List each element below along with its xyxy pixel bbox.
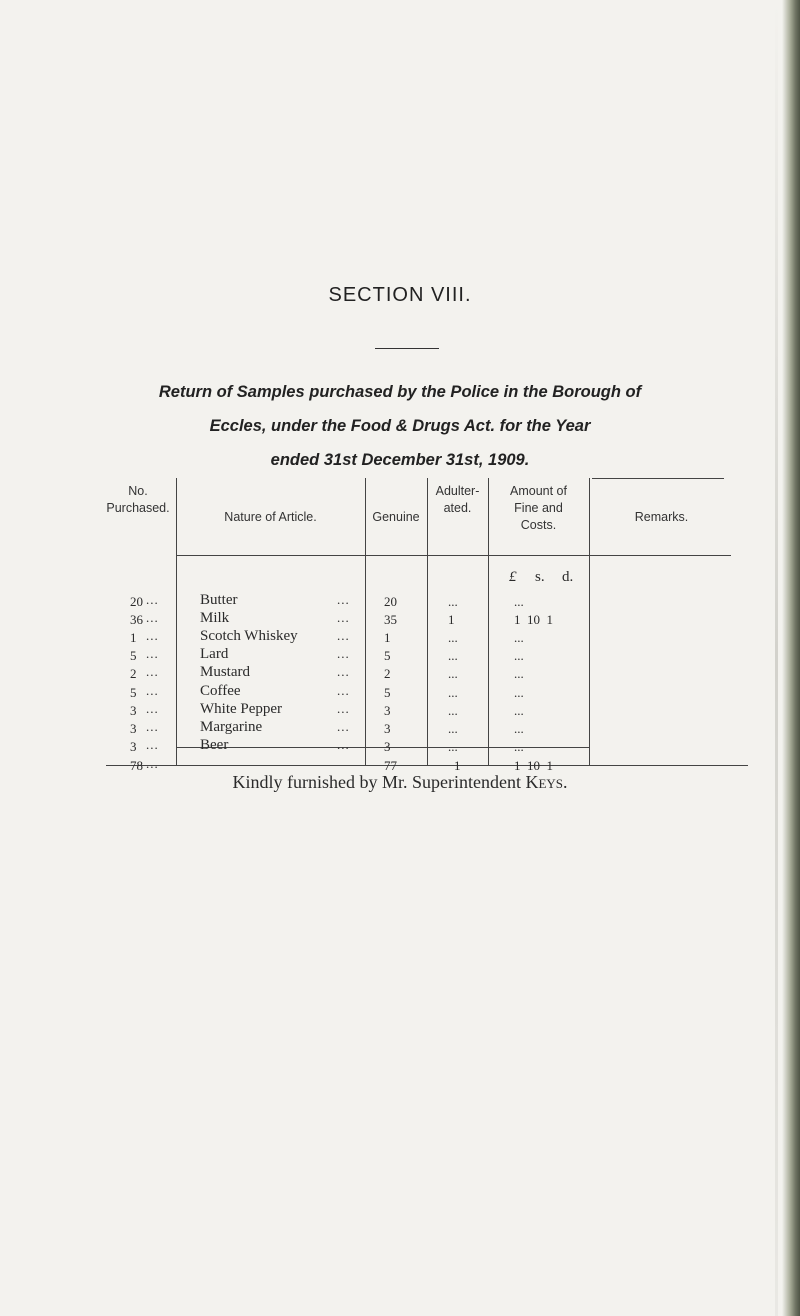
subtitle-line-3: ended 31st December 31st, 1909. [270,451,530,469]
row-article: Coffee [200,682,241,699]
row-genuine: 3 [384,702,391,718]
row-adulterated: ... [448,648,458,664]
table-top-rule [592,478,724,479]
row-no-dots: ... [146,628,159,644]
row-no: 2 [130,666,137,682]
row-no: 3 [130,702,137,718]
total-no: 78 [130,758,143,773]
footer-name: Keys. [525,772,568,792]
row-no: 5 [130,648,137,664]
row-no-dots: ... [146,736,159,752]
row-adulterated: ... [448,720,458,736]
row-article: Scotch Whiskey [200,628,298,645]
row-amount: ... [514,648,524,664]
row-amount: ... [514,630,524,646]
row-amount: ... [514,738,524,754]
table-bottom-rule [106,765,748,766]
row-genuine: 5 [384,648,391,664]
row-adulterated: ... [448,630,458,646]
row-no-dots: ... [146,700,159,716]
row-adulterated: 1 [448,612,455,628]
row-article-dots: ... [337,700,350,716]
row-no: 5 [130,684,137,700]
row-no-dots: ... [146,592,159,607]
row-article-dots: ... [337,628,350,644]
row-no-dots: ... [146,682,159,698]
currency-pence: d. [562,569,574,585]
row-genuine: 3 [384,720,391,736]
footer-credit [0,772,800,793]
row-genuine: 35 [384,612,397,628]
row-article: Beer [200,736,229,753]
row-adulterated: ... [448,594,458,609]
row-amount: ... [514,666,524,682]
subtitle-line-2: Eccles, under the Food & Drugs Act. for the Year [209,417,591,435]
row-genuine: 1 [384,630,391,646]
row-article-dots: ... [337,610,350,626]
row-amount: 1 10 1 [514,612,553,628]
row-adulterated: ... [448,684,458,700]
section-title: SECTION VIII. [328,284,472,306]
total-no-dots: ... [146,756,159,771]
totals-rule [176,747,589,748]
total-genuine: 77 [384,758,397,773]
row-genuine: 3 [384,738,391,754]
total-amount: 1 10 1 [514,758,553,773]
header-remarks: Remarks. [634,510,689,524]
header-adulter: Adulter- [435,484,480,498]
row-adulterated: ... [448,666,458,682]
header-purchased: Purchased. [106,501,170,515]
row-no-dots: ... [146,718,159,734]
row-article: Milk [200,610,230,627]
total-adulterated: 1 [454,758,461,773]
row-amount: ... [514,684,524,700]
row-article-dots: ... [337,736,350,752]
footer-text: Kindly furnished by Mr. Superintendent [232,772,526,792]
header-costs: Costs. [520,518,557,532]
row-amount: ... [514,702,524,718]
row-article-dots: ... [337,718,350,734]
header-ated: ated. [443,501,472,515]
row-adulterated: ... [448,738,458,754]
currency-pound: £ [509,569,517,585]
header-amount-of: Amount of [510,484,567,498]
row-no-dots: ... [146,664,159,680]
row-amount: ... [514,720,524,736]
row-article-dots: ... [337,592,350,607]
row-adulterated: ... [448,702,458,718]
row-article: Butter [200,592,238,608]
header-no: No. [128,484,148,498]
row-no: 1 [130,630,137,646]
row-article-dots: ... [337,646,350,662]
row-genuine: 20 [384,594,397,609]
row-genuine: 2 [384,666,391,682]
header-rule [176,555,731,556]
row-article-dots: ... [337,682,350,698]
subtitle-line-1: Return of Samples purchased by the Police in the Borough of [158,383,642,401]
header-amount [488,483,589,534]
header-fine-and: Fine and [514,501,563,515]
row-no: 3 [130,720,137,736]
row-no: 20 [130,594,143,609]
col-divider-3 [427,478,428,765]
row-article: White Pepper [200,700,283,717]
row-article: Margarine [200,718,263,735]
row-no-dots: ... [146,610,159,626]
row-article: Lard [200,646,229,663]
header-no-purchased [100,483,176,517]
row-amount: ... [514,594,524,609]
header-nature: Nature of Article. [224,510,317,524]
header-adulterated [427,483,488,517]
row-no: 36 [130,612,143,628]
row-article-dots: ... [337,664,350,680]
currency-shillings: s. [535,569,545,585]
row-genuine: 5 [384,684,391,700]
row-article: Mustard [200,664,250,681]
row-no-dots: ... [146,646,159,662]
header-genuine: Genuine [372,510,420,524]
row-no: 3 [130,738,137,754]
